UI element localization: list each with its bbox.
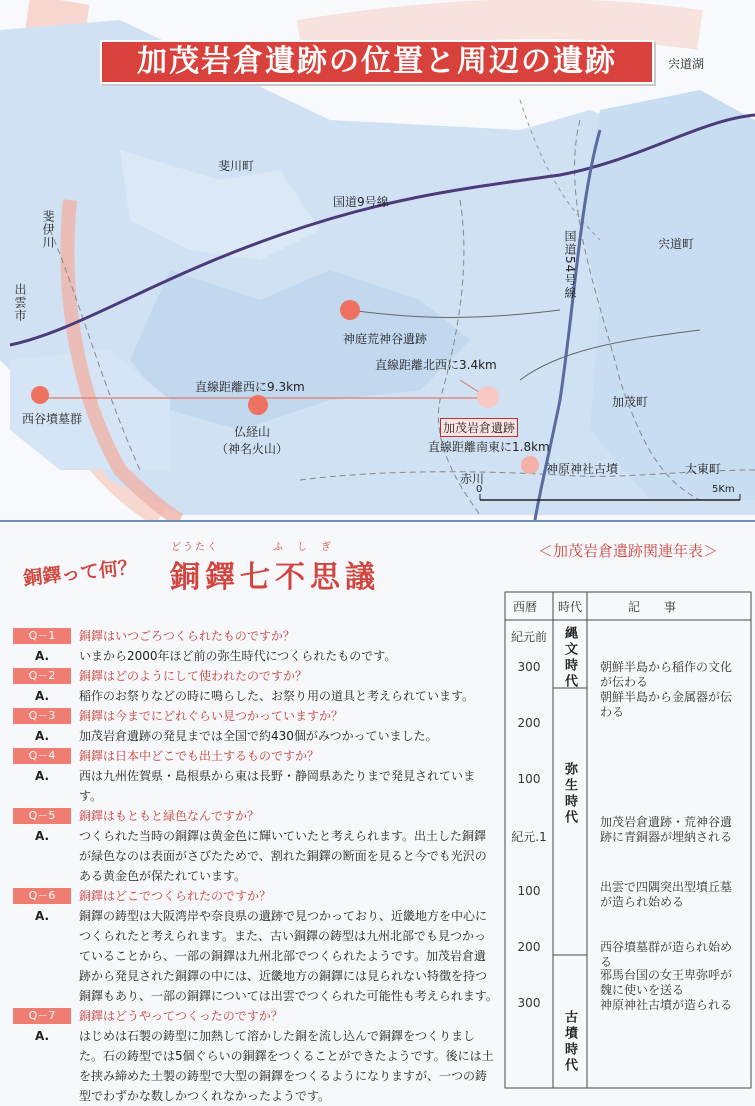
label-nishidani: 西谷墳墓群 — [22, 412, 83, 426]
answer-text: つくられた当時の銅鐸は黄金色に輝いていたと考えられます。出土した銅鐸が緑色なのは表面がさびたためで、割れた銅鐸の断面を見ると今でも光沢のある黄金色が保たれています。 — [79, 829, 487, 883]
answer-row — [13, 686, 498, 706]
question-tag: Q－2 — [13, 668, 71, 684]
question-text: 銅鐸はどこでつくられたのですか？ — [79, 889, 272, 903]
site-dot-kamo-iwakura — [477, 386, 499, 408]
timeline-year: 100 — [517, 772, 541, 786]
answer-text: 加茂岩倉遺跡の発見までは全国で約430個がみつかっていました。 — [79, 729, 438, 743]
answer-tag: A. — [34, 769, 50, 783]
label-dist-se-1-8: 直線距離南東に1.8km — [428, 440, 550, 454]
label-dist-west-3-4: 直線距離北西に3.4km — [375, 358, 497, 372]
scale-label-0: 0 — [476, 484, 483, 495]
answer-row — [13, 726, 498, 746]
answer-row — [13, 1026, 498, 1106]
timeline-year: 300 — [517, 660, 541, 674]
ruby-dotaku: どうたく — [171, 542, 219, 553]
timeline-event: 出雲で四隅突出型墳丘墓が造られ始める — [600, 880, 733, 909]
timeline-year: 200 — [517, 716, 541, 730]
label-dist-west-9-3: 直線距離西に9.3km — [195, 380, 305, 394]
map-title: 加茂岩倉遺跡の位置と周辺の遺跡 — [100, 40, 654, 84]
label-hiikawa-river: 斐伊川 — [41, 210, 55, 249]
timeline-year: 紀元前 — [510, 630, 547, 644]
timeline-section — [503, 540, 753, 1090]
label-kannabiyama: （神名火山） — [216, 442, 289, 456]
answer-row — [13, 906, 498, 1006]
site-dot-nishidani — [31, 386, 49, 404]
timeline-year: 紀元.1 — [511, 830, 547, 844]
question-row — [13, 1006, 498, 1026]
scale-label-5km: 5Km — [712, 484, 735, 495]
timeline-year: 100 — [517, 884, 541, 898]
timeline-event: 神原神社古墳が造られる — [600, 998, 733, 1012]
label-kojindani: 神庭荒神谷遺跡 — [343, 332, 428, 346]
timeline-header-era: 時代 — [558, 600, 583, 614]
label-kamo-town: 加茂町 — [612, 395, 649, 409]
question-row — [13, 626, 498, 646]
answer-row — [13, 646, 498, 666]
era-kofun: 古墳時代 — [562, 1010, 577, 1074]
question-row — [13, 886, 498, 906]
qa-section — [5, 528, 500, 1103]
question-text: 銅鐸は日本中どこでも出土するものですか？ — [79, 749, 320, 763]
label-daito-town: 大東町 — [685, 462, 722, 476]
answer-tag: A. — [34, 729, 50, 743]
question-row — [13, 746, 498, 766]
label-izumo-city: 出雲市 — [13, 283, 27, 322]
timeline-event: 加茂岩倉遺跡・荒神谷遺跡に青銅器が埋納される — [600, 815, 733, 844]
qa-heading-main: 銅鐸七不思議 — [170, 560, 380, 595]
label-akagawa: 赤川 — [460, 472, 485, 486]
label-kanbara: 神原神社古墳 — [546, 462, 619, 476]
label-shinjiko: 宍道湖 — [668, 57, 705, 71]
question-text: 銅鐸はもともと緑色なんですか？ — [79, 809, 260, 823]
location-map — [0, 0, 755, 522]
question-tag: Q－6 — [13, 888, 71, 904]
question-tag: Q－3 — [13, 708, 71, 724]
timeline-event: 西谷墳墓群が造られ始める — [600, 940, 733, 969]
question-text: 銅鐸は今までにどれぐらい見つかっていますか？ — [79, 709, 344, 723]
label-route9: 国道9号線 — [333, 195, 389, 209]
label-kamo-iwakura: 加茂岩倉遺跡 — [440, 418, 518, 437]
answer-tag: A. — [34, 1029, 50, 1043]
label-route54: 国道54号線 — [563, 230, 577, 300]
answer-text: 稲作のお祭りなどの時に鳴らした、お祭り用の道具と考えられています。 — [79, 689, 475, 703]
answer-tag: A. — [34, 909, 50, 923]
question-tag: Q－7 — [13, 1008, 71, 1024]
question-tag: Q－5 — [13, 808, 71, 824]
timeline-title: ＜加茂岩倉遺跡関連年表＞ — [537, 542, 718, 560]
timeline-event: 朝鮮半島から金属器が伝わる — [600, 690, 733, 719]
question-row — [13, 706, 498, 726]
answer-text: はじめは石製の鋳型に加熱して溶かした銅を流し込んで銅鐸をつくりました。石の鋳型では5個ぐらいの銅鐸をつくることができたようです。後には土を挟み締めた土製の鋳型で大型の銅鐸をつくるようになりますが、一つの鋳型でわずかな数しかつくれなかったようです。 — [79, 1029, 494, 1103]
question-text: 銅鐸はいつごろつくられたものですか？ — [79, 629, 295, 643]
site-dot-bukkyozan — [248, 395, 268, 415]
timeline-year: 300 — [517, 996, 541, 1010]
label-shinji-town: 宍道町 — [658, 237, 695, 251]
qa-list — [13, 626, 498, 1106]
site-dot-kanbara — [521, 456, 539, 474]
answer-tag: A. — [34, 689, 50, 703]
answer-row — [13, 826, 498, 886]
era-yayoi: 弥生時代 — [562, 762, 577, 826]
label-hikawa-town: 斐川町 — [218, 159, 255, 173]
question-row — [13, 666, 498, 686]
timeline-header-event: 記 事 — [628, 600, 677, 614]
timeline-event: 邪馬台国の女王卑弥呼が魏に使いを送る — [600, 968, 733, 997]
answer-row — [13, 766, 498, 806]
ruby-fushigi: ふ し ぎ — [273, 542, 333, 553]
site-dot-kojindani — [340, 300, 360, 320]
era-jomon: 縄文時代 — [562, 626, 577, 690]
answer-tag: A. — [34, 649, 50, 663]
timeline-header-year: 西暦 — [513, 600, 538, 614]
label-bukkyozan: 仏経山 — [234, 425, 271, 439]
qa-heading-catch: 銅鐸って何？ — [22, 556, 139, 590]
timeline-year: 200 — [517, 940, 541, 954]
answer-tag: A. — [34, 829, 50, 843]
timeline-event: 朝鮮半島から稲作の文化が伝わる — [600, 660, 733, 689]
question-tag: Q－1 — [13, 628, 71, 644]
answer-text: いまから2000年ほど前の弥生時代につくられたものです。 — [79, 649, 397, 663]
question-text: 銅鐸はどのようにして使われたのですか？ — [79, 669, 308, 683]
question-text: 銅鐸はどうやってつくったのですか？ — [79, 1009, 283, 1023]
answer-text: 銅鐸の鋳型は大阪湾岸や奈良県の遺跡で見つかっており、近畿地方を中心につくられたと考えられます。また、古い銅鐸の鋳型は九州北部でも見つかっていることから、一部の銅鐸は九州北部でつくられたようです。加茂岩倉遺跡から発見された銅鐸の中には、近畿地方の銅鐸には見られない特徴を持つ銅鐸もあり、一部の銅鐸については出雲でつくられた可能性も考えられます。 — [79, 909, 498, 1003]
question-tag: Q－4 — [13, 748, 71, 764]
answer-text: 西は九州佐賀県・島根県から東は長野・静岡県あたりまで発見されています。 — [79, 769, 476, 803]
question-row — [13, 806, 498, 826]
